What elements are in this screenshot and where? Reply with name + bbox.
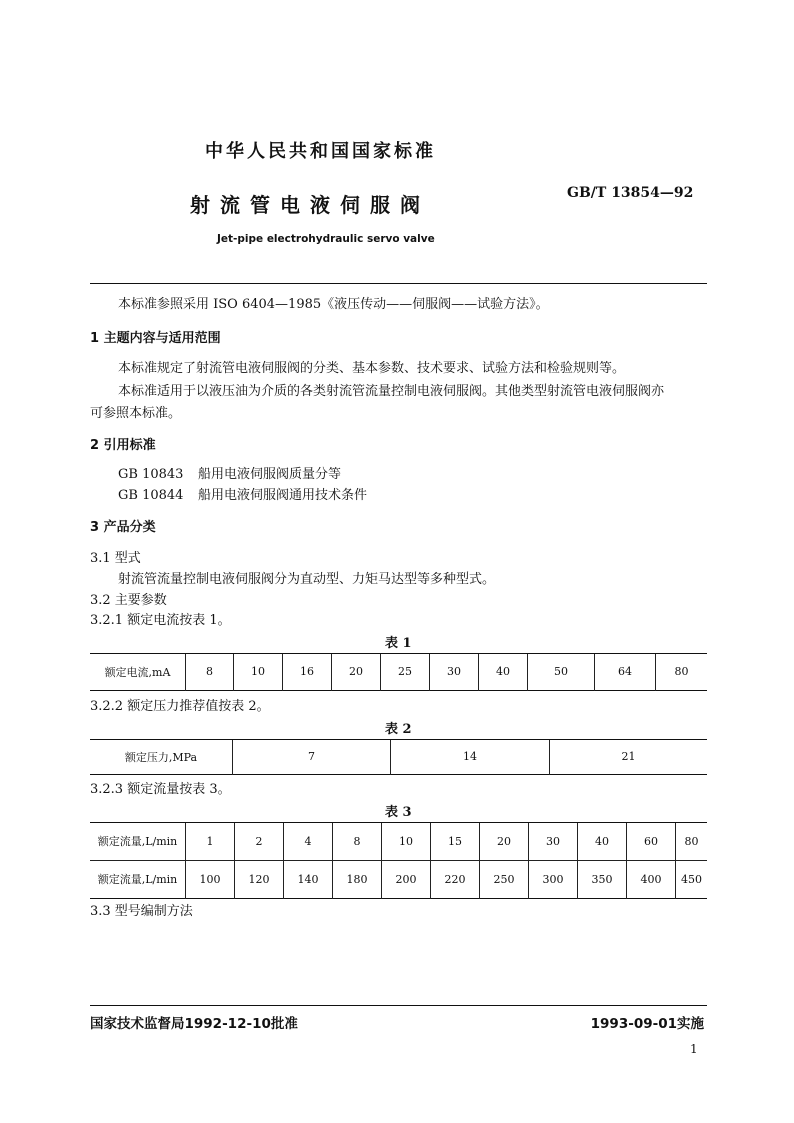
org-title: 中华人民共和国国家标准	[205, 141, 436, 162]
section-3-1-heading: 3.1 型式	[90, 551, 141, 566]
table-cell: 10	[382, 823, 431, 860]
table-cell: 450	[676, 860, 708, 898]
section-1-paragraph-2: 本标准适用于以液压油为介质的各类射流管流量控制电液伺服阀。其他类型射流管电液伺服阀亦	[118, 384, 665, 399]
table-cell: 2	[235, 823, 284, 860]
header-divider	[90, 283, 707, 284]
section-3-2-3: 3.2.3 额定流量按表 3。	[90, 782, 231, 797]
standard-title: 射流管电液伺服阀	[190, 193, 430, 217]
table-2-label: 额定压力,MPa	[124, 750, 198, 764]
table-cell: 350	[578, 860, 627, 898]
table-cell: 16	[283, 654, 332, 690]
table-cell: 15	[431, 823, 480, 860]
table-cell: 25	[381, 654, 430, 690]
section-2-heading: 2 引用标准	[90, 438, 156, 453]
table-cell: 7	[233, 740, 391, 774]
standard-number: GB/T 13854—92	[567, 185, 694, 201]
table-1-label: 额定电流,mA	[104, 665, 171, 679]
section-3-3-heading: 3.3 型号编制方法	[90, 904, 193, 919]
section-3-2-heading: 3.2 主要参数	[90, 593, 167, 608]
table-1-caption: 表 1	[385, 636, 412, 651]
table-cell: 1	[186, 823, 235, 860]
reference-code: GB 10843	[118, 467, 184, 482]
table-cell: 40	[479, 654, 528, 690]
table-cell: 20	[480, 823, 529, 860]
table-cell: 20	[332, 654, 381, 690]
effective-date: 1993-09-01实施	[590, 1016, 704, 1032]
english-title: Jet-pipe electrohydraulic servo valve	[217, 233, 435, 245]
section-1-paragraph-2-cont: 可参照本标准。	[90, 406, 182, 421]
table-cell: 100	[186, 860, 235, 898]
section-1-paragraph-1: 本标准规定了射流管电液伺服阀的分类、基本参数、技术要求、试验方法和检验规则等。	[118, 361, 626, 376]
reference-1	[118, 466, 341, 484]
table-cell: 14	[391, 740, 550, 774]
table-cell: 140	[284, 860, 333, 898]
table-cell: 400	[627, 860, 676, 898]
table-3-caption: 表 3	[385, 805, 412, 820]
table-2-caption: 表 2	[385, 722, 412, 737]
table-cell: 30	[430, 654, 479, 690]
reference-code: GB 10844	[118, 488, 184, 503]
table-3-label: 额定流量,L/min	[90, 860, 186, 898]
table-cell: 21	[550, 740, 708, 774]
table-cell: 64	[595, 654, 656, 690]
table-cell: 300	[529, 860, 578, 898]
table-cell: 220	[431, 860, 480, 898]
table-cell: 80	[656, 654, 708, 690]
section-3-heading: 3 产品分类	[90, 520, 156, 535]
page-number: 1	[690, 1042, 698, 1056]
table-cell: 10	[234, 654, 283, 690]
reference-title: 船用电液伺服阀质量分等	[198, 467, 342, 482]
section-3-2-1: 3.2.1 额定电流按表 1。	[90, 613, 231, 628]
table-cell: 200	[382, 860, 431, 898]
table-cell: 4	[284, 823, 333, 860]
issued-by: 国家技术监督局1992-12-10批准	[90, 1016, 298, 1032]
table-cell: 8	[333, 823, 382, 860]
section-3-2-2: 3.2.2 额定压力推荐值按表 2。	[90, 699, 270, 714]
table-cell: 40	[578, 823, 627, 860]
table-3	[90, 823, 707, 899]
section-3-1-text: 射流管流量控制电液伺服阀分为直动型、力矩马达型等多种型式。	[118, 572, 496, 587]
reference-title: 船用电液伺服阀通用技术条件	[198, 488, 368, 503]
table-cell: 8	[186, 654, 234, 690]
table-cell: 250	[480, 860, 529, 898]
intro-text: 本标准参照采用 ISO 6404—1985《液压传动——伺服阀——试验方法》。	[118, 297, 549, 312]
table-cell: 30	[529, 823, 578, 860]
reference-2	[118, 487, 367, 505]
footer-divider	[90, 1005, 707, 1006]
table-2	[90, 740, 707, 775]
table-3-label: 额定流量,L/min	[97, 835, 178, 849]
table-1	[90, 654, 707, 691]
table-cell: 180	[333, 860, 382, 898]
table-cell: 50	[528, 654, 595, 690]
section-1-heading: 1 主题内容与适用范围	[90, 331, 221, 346]
table-cell: 80	[676, 823, 708, 860]
table-cell: 120	[235, 860, 284, 898]
table-cell: 60	[627, 823, 676, 860]
